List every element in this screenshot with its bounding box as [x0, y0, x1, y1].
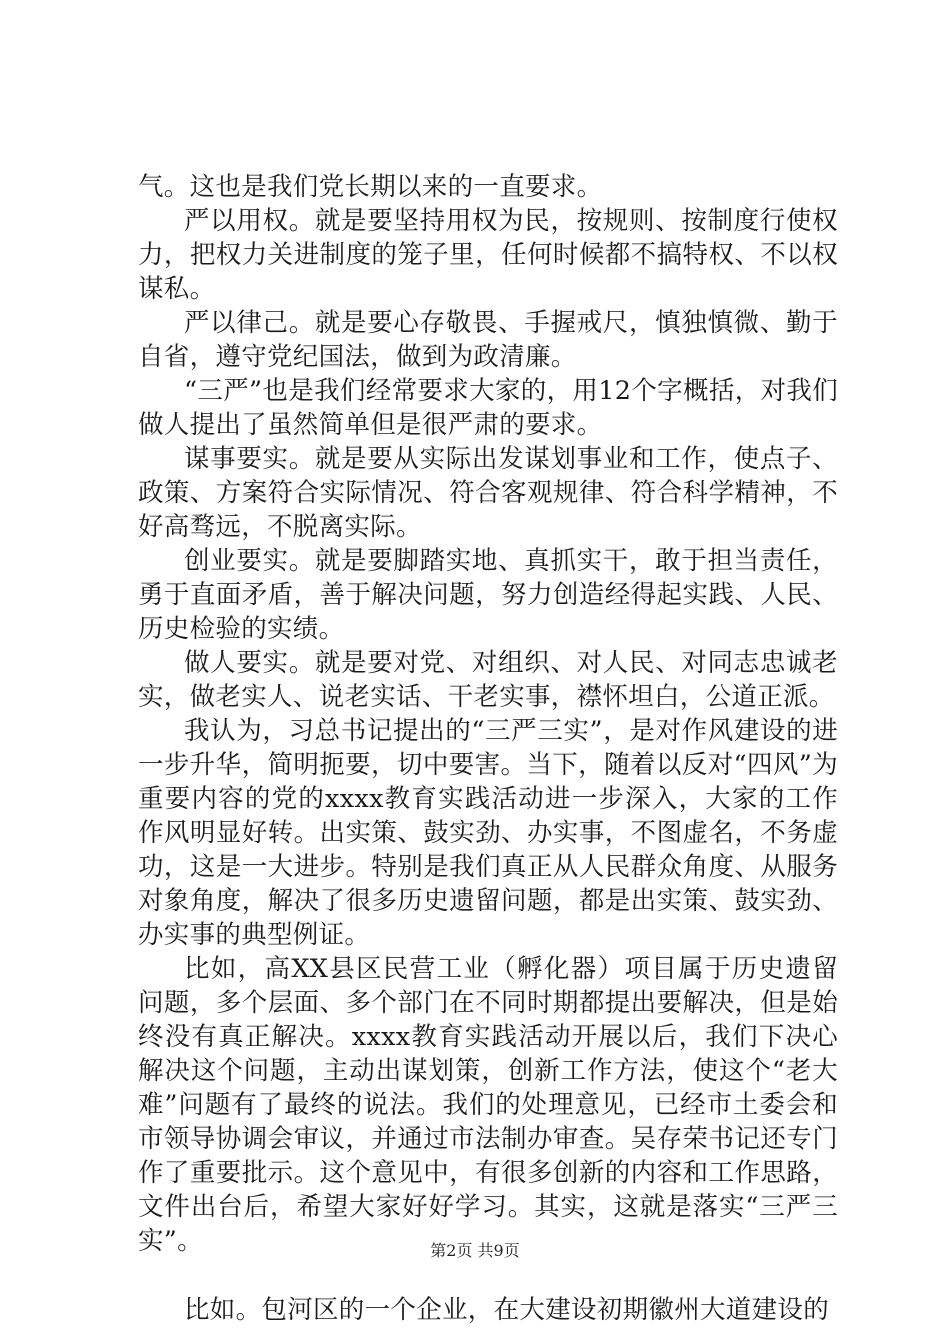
paragraph-3: 严以律己。就是要心存敬畏、手握戒尺，慎独慎微、勤于自省，遵守党纪国法，做到为政清廉。	[138, 308, 838, 372]
paragraph-7: 做人要实。就是要对党、对组织、对人民、对同志忠诚老实，做老实人、说老实话、干老实事，襟怀坦白，公道正派。	[138, 648, 838, 712]
paragraph-1: 气。这也是我们党长期以来的一直要求。	[138, 172, 603, 202]
paragraph-10: 比如。包河区的一个企业，在大建设初期徽州大道建设的	[184, 1295, 830, 1325]
paragraph-8: 我认为，习总书记提出的“三严三实”，是对作风建设的进一步升华，简明扼要，切中要害。当下，随着以反对“四风”为重要内容的党的xxxx教育实践活动进一步深入，大家的工作作风明显好转。出实策、鼓实劲、办实事，不图虚名，不务虚功，这是一大进步。特别是我们真正从人民群众角度、从服务对象角度，解决了很多历史遗留问题，都是出实策、鼓实劲、办实事的典型例证。	[138, 716, 838, 950]
paragraph-9: 比如，高XX县区民营工业（孵化器）项目属于历史遗留问题，多个层面、多个部门在不同时期都提出要解决，但是始终没有真正解决。xxxx教育实践活动开展以后，我们下决心解决这个问题，主动出谋划策，创新工作方法，使这个“老大难”问题有了最终的说法。我们的处理意见，已经市土委会和市领导协调会审议，并通过市法制办审查。吴存荣书记还专门作了重要批示。这个意见中，有很多创新的内容和工作思路，文件出台后，希望大家好好学习。其实，这就是落实“三严三实”。	[138, 954, 838, 1256]
page-number-label: 第2页 共9页	[430, 1241, 520, 1260]
document-body	[138, 170, 838, 1327]
paragraph-5: 谋事要实。就是要从实际出发谋划事业和工作，使点子、政策、方案符合实际情况、符合客观规律、符合科学精神，不好高骛远，不脱离实际。	[138, 444, 838, 542]
paragraph-2: 严以用权。就是要坚持用权为民，按规则、按制度行使权力，把权力关进制度的笼子里，任何时候都不搞特权、不以权谋私。	[138, 206, 838, 304]
paragraph-6: 创业要实。就是要脚踏实地、真抓实干，敢于担当责任，勇于直面矛盾，善于解决问题，努力创造经得起实践、人民、历史检验的实绩。	[138, 546, 838, 644]
paragraph-4: “三严”也是我们经常要求大家的，用12个字概括，对我们做人提出了虽然简单但是很严肃的要求。	[138, 376, 838, 440]
page-footer	[0, 1241, 950, 1261]
